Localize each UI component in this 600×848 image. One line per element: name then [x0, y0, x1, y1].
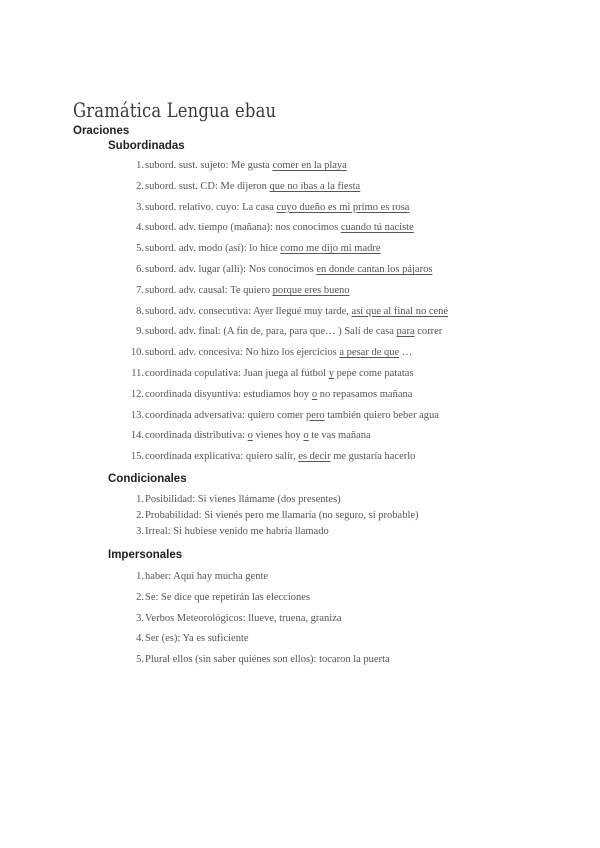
list-item	[108, 180, 361, 192]
list-item	[108, 243, 381, 255]
list-item	[108, 264, 433, 275]
list-item-text	[145, 347, 412, 358]
list-item-number: 6.	[136, 264, 144, 275]
list-item-text	[145, 613, 342, 624]
list-item-text	[145, 633, 249, 644]
list-item	[108, 284, 350, 296]
item-text-lead: subord. adv. causal: Te quiero	[145, 284, 273, 296]
item-text: Plural ellos (sin saber quiénes son ellos): tocaron la puerta	[145, 654, 390, 666]
list-item-text	[145, 243, 381, 254]
list-item-number: 11.	[131, 368, 144, 379]
list-item	[108, 612, 342, 624]
item-text-lead: subord. adv. consecutiva: Ayer llegué muy tarde,	[145, 305, 352, 317]
item-text: Irreal: Si hubiese venido me habría llamado	[145, 525, 329, 537]
list-item-text	[145, 160, 347, 171]
item-text-underlined: cuando tú naciste	[340, 222, 414, 234]
list-item-number: 4.	[136, 633, 144, 645]
item-text-underlined: que no ibas a la fiesta	[269, 180, 361, 192]
list-item-text	[145, 410, 439, 421]
list-item-number: 3.	[136, 612, 144, 624]
item-text-trail: correr	[414, 326, 443, 338]
list-item	[108, 368, 414, 379]
list-item	[108, 571, 269, 582]
subsection-heading-subordinadas: Subordinadas	[108, 140, 185, 152]
list-item	[108, 326, 443, 338]
list-item	[108, 409, 439, 421]
item-text-lead: subord. adv. concesiva: No hizo los ejercicios	[145, 347, 340, 359]
item-text-lead: subord. adv. modo (así): lo hice	[145, 243, 281, 255]
subsection-heading-impersonales: Impersonales	[108, 549, 183, 561]
item-text-underlined: para	[396, 326, 415, 338]
list-item	[108, 633, 249, 645]
list-item-text	[145, 285, 350, 296]
item-text-underlined: o	[247, 430, 253, 442]
list-item-number: 8.	[136, 305, 144, 317]
list-item-number: 2.	[136, 591, 144, 603]
item-text-lead: coordinada distributiva:	[145, 430, 248, 442]
list-item-text	[145, 326, 442, 337]
item-text-trail: no repasamos mañana	[317, 388, 413, 400]
list-item	[108, 222, 414, 234]
item-text: Se: Se dice que repetirán las elecciones	[145, 591, 311, 603]
list-item-number: 2.	[136, 180, 144, 192]
item-text-underlined: o	[311, 388, 318, 400]
list-item-text	[145, 571, 268, 582]
item-text: Verbos Meteorológicos: llueve, truena, graniza	[145, 612, 342, 624]
item-text-trail: vienes hoy	[252, 430, 304, 442]
list-item-number: 5.	[136, 654, 144, 666]
list-item-number: 7.	[136, 284, 144, 296]
item-text-lead: coordinada explicativa: quiero salir,	[145, 451, 299, 463]
list-item-number: 10.	[130, 347, 144, 359]
list-item	[108, 388, 413, 400]
section-heading-oraciones: Oraciones	[73, 125, 130, 137]
list-item-number: 1.	[136, 494, 144, 505]
list-item	[108, 654, 390, 666]
item-text-underlined: y	[328, 368, 334, 379]
list-item-number: 13.	[130, 409, 144, 421]
list-item-number: 1.	[136, 571, 144, 582]
item-text-underlined: a pesar de que	[339, 347, 400, 359]
document-title: Gramática Lengua ebau	[73, 98, 277, 122]
item-text-lead: subord. adv. final: (A fin de, para, para que… ) Salí de casa	[145, 326, 397, 338]
item-text-lead: coordinada copulativa: Juan juega al fútbol	[145, 368, 329, 379]
list-item	[108, 451, 416, 463]
list-item-number: 9.	[136, 326, 144, 338]
item-text-underlined: o	[303, 430, 309, 442]
item-text-trail: te vas mañana	[308, 430, 371, 442]
list-item-text	[145, 389, 412, 400]
list-item-number: 12.	[130, 388, 144, 400]
list-item-number: 1.	[136, 160, 144, 171]
list-item-text	[145, 202, 409, 213]
list-item	[108, 160, 347, 171]
list-item	[108, 494, 341, 505]
item-text-lead: subord. adv. lugar (allí): Nos conocimos	[145, 264, 317, 275]
list-item	[108, 347, 413, 359]
item-text-trail: también quiero beber agua	[324, 409, 439, 421]
item-text-trail: …	[399, 347, 413, 359]
list-item-text	[145, 494, 341, 505]
item-text-trail: me gustaría hacerlo	[330, 451, 416, 463]
list-item-number: 15.	[130, 451, 144, 463]
item-text-underlined: es decir	[298, 451, 331, 463]
list-item	[108, 430, 371, 442]
list-item-text	[145, 654, 390, 665]
subsection-heading-condicionales: Condicionales	[108, 473, 187, 485]
list-item-number: 2.	[136, 509, 144, 521]
item-text: Ser (es): Ya es suficiente	[145, 633, 249, 645]
list-item-text	[145, 526, 329, 537]
list-item-number: 5.	[136, 243, 144, 255]
list-item-text	[145, 222, 414, 233]
list-item	[108, 591, 311, 603]
item-text-underlined: porque eres bueno	[272, 284, 350, 296]
item-text: haber: Aquí hay mucha gente	[145, 571, 269, 582]
list-item-text	[145, 181, 360, 192]
list-item-number: 3.	[136, 525, 144, 537]
item-text-underlined: en donde cantan los pájaros	[316, 264, 433, 275]
list-item-text	[145, 430, 371, 441]
list-item-text	[145, 592, 310, 603]
list-item	[108, 201, 410, 213]
list-item-number: 3.	[136, 201, 144, 213]
list-item-text	[145, 306, 448, 317]
item-text-underlined: comer en la playa	[272, 160, 347, 171]
list-item-text	[145, 510, 419, 521]
list-item-text	[145, 451, 415, 462]
list-item-text	[145, 368, 414, 379]
item-text-trail: pepe come patatas	[333, 368, 414, 379]
item-text-lead: subord. sust. sujeto: Me gusta	[145, 160, 273, 171]
item-text-underlined: cuyo dueño es mi primo es rosa	[276, 201, 410, 213]
item-text: Posibilidad: Si vienes llámame (dos presentes)	[145, 494, 341, 505]
item-text-underlined: pero	[305, 409, 325, 421]
item-text-lead: coordinada disyuntiva: estudiamos hoy	[145, 388, 312, 400]
list-item-text	[145, 264, 432, 275]
list-item-number: 4.	[136, 222, 144, 234]
item-text-underlined: así que al final no cené	[351, 305, 449, 317]
list-item	[108, 509, 419, 521]
item-text-lead: coordinada adversativa: quiero comer	[145, 409, 306, 421]
list-item	[108, 525, 329, 537]
item-text: Probabilidad: Si vienés pero me llamaría (no seguro, sí probable)	[145, 509, 419, 521]
item-text-lead: subord. sust. CD: Me dijeron	[145, 180, 270, 192]
list-item-number: 14.	[130, 430, 144, 442]
item-text-underlined: como me dijo mi madre	[280, 243, 381, 255]
list-item	[108, 305, 449, 317]
item-text-lead: subord. relativo. cuyo: La casa	[145, 201, 277, 213]
item-text-lead: subord. adv. tiempo (mañana): nos conocimos	[145, 222, 341, 234]
